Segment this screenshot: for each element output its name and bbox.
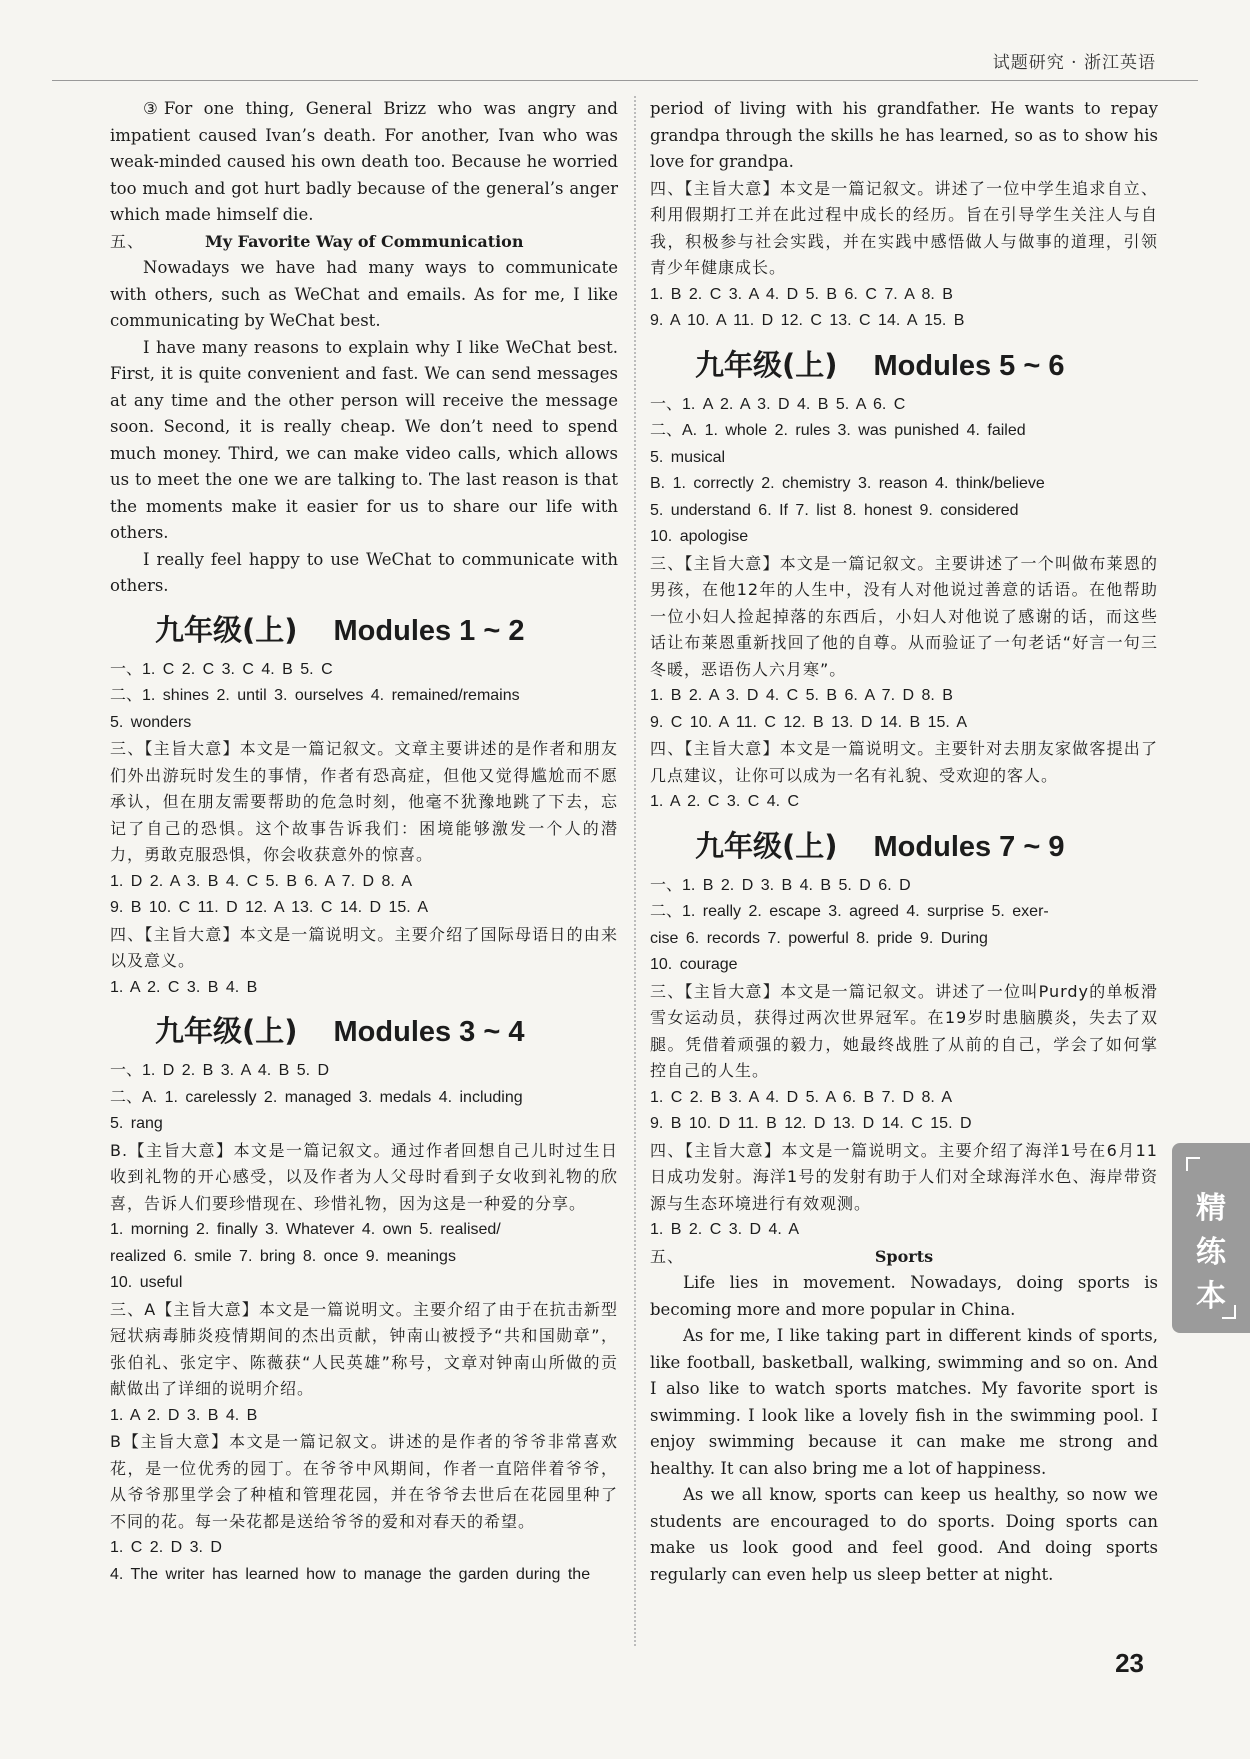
right-column [650, 96, 1158, 1588]
summary-paragraph: B.【主旨大意】本文是一篇记叙文。通过作者回想自己儿时过生日收到礼物的开心感受，以及作者为人父母时看到子女收到礼物的欣喜，告诉人们要珍惜现在、珍惜礼物，因为这是一种爱的分享。 [110, 1140, 618, 1213]
answer-line: 1. B 2. C 3. A 4. D 5. B 6. C 7. A 8. B [650, 285, 953, 303]
answer-line: 一、1. B 2. D 3. B 4. B 5. D 6. D [650, 876, 911, 894]
tab-corner-mark [1186, 1157, 1200, 1171]
modules-label: Modules 5 ~ 6 [873, 349, 1065, 382]
essay-title-row [650, 1244, 1158, 1271]
answer-line: 二、1. really 2. escape 3. agreed 4. surprise 5. exer- [650, 903, 1049, 920]
column-divider [634, 96, 636, 1646]
essay-title-row [110, 229, 618, 256]
grade-label: 九年级(上) [695, 347, 838, 382]
modules-label: Modules 1 ~ 2 [333, 614, 525, 647]
answer-paragraph: period of living with his grandfather. He wants to repay grandpa through the skills he has learned, so as to show his love for grandpa. [650, 99, 1158, 171]
grade-label: 九年级(上) [155, 1014, 298, 1048]
summary-paragraph: B【主旨大意】本文是一篇记叙文。讲述的是作者的爷爷非常喜欢花，是一位优秀的园丁。在爷爷中风期间，作者一直陪伴着爷爷，从爷爷那里学会了种植和管理花园，并在爷爷去世后在花园里种了不同的花。每一朵花都是送给爷爷的爱和对春天的希望。 [110, 1432, 618, 1531]
modules-label: Modules 3 ~ 4 [333, 1016, 525, 1048]
answer-line: 1. B 2. C 3. D 4. A [650, 1221, 800, 1238]
left-column [110, 96, 618, 1588]
summary-paragraph: 三、【主旨大意】本文是一篇记叙文。主要讲述了一个叫做布莱恩的男孩，在他12年的人生中，没有人对他说过善意的话语。在他帮助一位小妇人捡起掉落的东西后，小妇人对他说了感谢的话，而这些话让布莱恩重新找回了他的自尊。从而验证了一句老话“好言一句三冬暖，恶语伤人六月寒”。 [650, 553, 1158, 679]
answer-line: 二、A. 1. carelessly 2. managed 3. medals 4. including [110, 1088, 523, 1106]
answer-line: 1. A 2. C 3. C 4. C [650, 793, 800, 810]
summary-paragraph: 四、【主旨大意】本文是一篇说明文。主要介绍了海洋1号在6月11日成功发射。海洋1号的发射有助于人们对全球海洋水色、海岸带资源与生态环境进行有效观测。 [650, 1140, 1158, 1213]
answer-line: 5. musical [650, 448, 726, 466]
answer-line: 10. courage [650, 956, 738, 973]
answer-line: 一、1. D 2. B 3. A 4. B 5. D [110, 1062, 330, 1079]
header-rule [52, 80, 1198, 81]
module-heading [650, 347, 1158, 384]
running-header: 试题研究 · 浙江英语 [992, 53, 1156, 73]
answer-line: 1. C 2. D 3. D [110, 1539, 222, 1556]
essay-title: My Favorite Way of Communication [205, 231, 524, 251]
answer-line: 1. D 2. A 3. B 4. C 5. B 6. A 7. D 8. A [110, 872, 413, 890]
answer-line: 1. morning 2. finally 3. Whatever 4. own 5. realised/ [110, 1221, 501, 1238]
answer-line: 9. B 10. C 11. D 12. A 13. C 14. D 15. A [110, 899, 428, 916]
answer-line: 5. wonders [110, 713, 192, 731]
answer-line: 9. A 10. A 11. D 12. C 13. C 14. A 15. B [650, 312, 965, 329]
answer-paragraph: ③For one thing, General Brizz who was angry and impatient caused Ivan’s death. For another, Ivan who was weak-minded caused his own death too. Because he worried too much and got hurt badly because of the general’s anger which made himself die. [110, 99, 618, 224]
essay-paragraph: Nowadays we have had many ways to communicate with others, such as WeChat and emails. As for me, I like communicating by WeChat best. [110, 258, 618, 330]
answer-line: 二、1. shines 2. until 3. ourselves 4. remained/remains [110, 687, 520, 704]
page-number: 23 [1115, 1648, 1144, 1678]
essay-paragraph: I have many reasons to explain why I like WeChat best. First, it is quite convenient and fast. We can send messages at any time and the other person will receive the message soon. Second, it is really cheap. We don’t need to spend much money. Third, we can make video calls, which allows us to meet the one we are talking to. The last reason is that the moments make it easier for us to share our life with others. [110, 337, 618, 542]
answer-line: 一、1. C 2. C 3. C 4. B 5. C [110, 660, 333, 678]
grade-label: 九年级(上) [695, 828, 838, 863]
essay-paragraph: Life lies in movement. Nowadays, doing sports is becoming more and more popular in China. [650, 1273, 1158, 1319]
essay-paragraph: I really feel happy to use WeChat to communicate with others. [110, 549, 618, 595]
summary-paragraph: 三、【主旨大意】本文是一篇记叙文。文章主要讲述的是作者和朋友们外出游玩时发生的事情，作者有恐高症，但他又觉得尴尬而不愿承认，但在朋友需要帮助的危急时刻，他毫不犹豫地跳了下去，忘记了自己的恐惧。这个故事告诉我们：困境能够激发一个人的潜力，勇敢克服恐惧，你会收获意外的惊喜。 [110, 739, 618, 864]
answer-line: cise 6. records 7. powerful 8. pride 9. During [650, 929, 988, 947]
summary-paragraph: 四、【主旨大意】本文是一篇记叙文。讲述了一位中学生追求自立、利用假期打工并在此过程中成长的经历。旨在引导学生关注人与自我，积极参与社会实践，并在实践中感悟做人与做事的道理，引领青少年健康成长。 [650, 178, 1158, 277]
answer-line: 9. B 10. D 11. B 12. D 13. D 14. C 15. D [650, 1115, 972, 1132]
grade-label: 九年级(上) [155, 612, 298, 647]
answer-line: B. 1. correctly 2. chemistry 3. reason 4. think/believe [650, 475, 1045, 492]
module-heading [110, 612, 618, 649]
answer-line: 4. The writer has learned how to manage the garden during the [110, 1565, 591, 1583]
answer-line: 10. useful [110, 1274, 183, 1291]
summary-paragraph: 三、【主旨大意】本文是一篇记叙文。讲述了一位叫Purdy的单板滑雪女运动员，获得过两次世界冠军。在19岁时患脑膜炎，失去了双腿。凭借着顽强的毅力，她最终战胜了从前的自己，学会了如何掌控自己的人生。 [650, 981, 1158, 1080]
answer-line: realized 6. smile 7. bring 8. once 9. meanings [110, 1247, 456, 1265]
module-heading [650, 828, 1158, 865]
essay-paragraph: As we all know, sports can keep us healthy, so now we students are encouraged to do sports. Doing sports can make us look good and feel good. And doing sports regularly can even help us sleep better at night. [650, 1485, 1158, 1584]
answer-line: 5. understand 6. If 7. list 8. honest 9. considered [650, 501, 1019, 519]
summary-paragraph: 三、A【主旨大意】本文是一篇说明文。主要介绍了由于在抗击新型冠状病毒肺炎疫情期间的杰出贡献，钟南山被授予“共和国勋章”，张伯礼、张定宇、陈薇获“人民英雄”称号，文章对钟南山所做的贡献做出了详细的说明介绍。 [110, 1299, 618, 1398]
module-heading [110, 1013, 618, 1050]
side-tab-label: 精 练 本 [1196, 1191, 1226, 1314]
answer-line: 1. A 2. D 3. B 4. B [110, 1406, 258, 1424]
answer-line: 一、1. A 2. A 3. D 4. B 5. A 6. C [650, 395, 906, 413]
section-label: 五、 [650, 1246, 685, 1266]
side-tab [1172, 1143, 1250, 1333]
essay-title: Sports [874, 1246, 934, 1266]
section-label: 五、 [110, 231, 145, 251]
essay-paragraph: As for me, I like taking part in different kinds of sports, like football, basketball, walking, swimming and so on. And I also like to watch sports matches. My favorite sport is swimming. I look like a lovely fish in the swimming pool. I enjoy swimming because it can make me strong and healthy. It can also bring me a lot of happiness. [650, 1326, 1158, 1478]
answer-line: 10. apologise [650, 528, 749, 545]
answer-line: 二、A. 1. whole 2. rules 3. was punished 4. failed [650, 422, 1026, 439]
answer-line: 9. C 10. A 11. C 12. B 13. D 14. B 15. A [650, 713, 968, 731]
answer-line: 5. rang [110, 1115, 163, 1132]
summary-paragraph: 四、【主旨大意】本文是一篇说明文。主要针对去朋友家做客提出了几点建议，让你可以成为一名有礼貌、受欢迎的客人。 [650, 739, 1158, 785]
answer-line: 1. A 2. C 3. B 4. B [110, 978, 258, 996]
tab-corner-mark [1222, 1305, 1236, 1319]
modules-label: Modules 7 ~ 9 [873, 830, 1065, 863]
answer-line: 1. C 2. B 3. A 4. D 5. A 6. B 7. D 8. A [650, 1088, 953, 1106]
answer-line: 1. B 2. A 3. D 4. C 5. B 6. A 7. D 8. B [650, 687, 953, 704]
summary-paragraph: 四、【主旨大意】本文是一篇说明文。主要介绍了国际母语日的由来以及意义。 [110, 924, 618, 970]
